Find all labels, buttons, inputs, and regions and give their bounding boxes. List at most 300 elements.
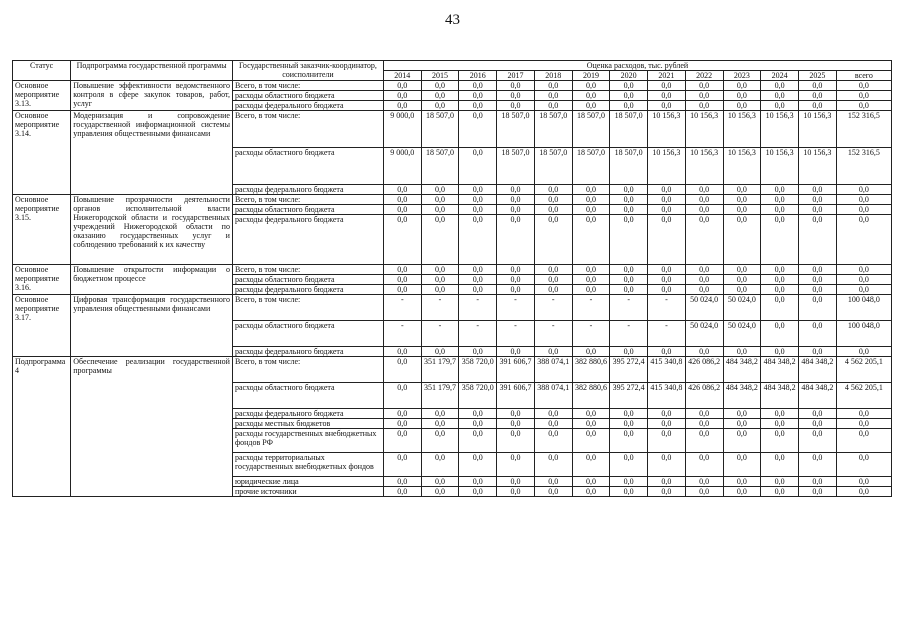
year-value-cell: 0,0 — [761, 477, 799, 487]
year-value-cell: 0,0 — [383, 357, 421, 383]
year-value-cell: 0,0 — [761, 81, 799, 91]
total-value-cell: 0,0 — [836, 275, 891, 285]
year-value-cell: 18 507,0 — [610, 111, 648, 148]
year-value-cell: 0,0 — [723, 195, 761, 205]
year-value-cell: 0,0 — [723, 419, 761, 429]
total-value-cell: 0,0 — [836, 265, 891, 275]
table-row — [13, 357, 892, 383]
year-value-cell: 0,0 — [421, 81, 459, 91]
total-value-cell: 0,0 — [836, 429, 891, 453]
year-value-cell: 0,0 — [761, 91, 799, 101]
year-value-cell: 0,0 — [648, 453, 686, 477]
year-value-cell: 0,0 — [534, 185, 572, 195]
year-value-cell: 10 156,3 — [685, 111, 723, 148]
year-value-cell: 0,0 — [534, 487, 572, 497]
funding-source-cell: расходы территориальных государственных внебюджетных фондов — [232, 453, 383, 477]
year-value-cell: 0,0 — [534, 419, 572, 429]
year-value-cell: 0,0 — [761, 275, 799, 285]
year-header: 2017 — [497, 71, 535, 81]
year-value-cell: 0,0 — [648, 205, 686, 215]
year-value-cell: 0,0 — [383, 81, 421, 91]
year-value-cell: 0,0 — [534, 429, 572, 453]
year-value-cell: 0,0 — [685, 487, 723, 497]
year-value-cell: 0,0 — [685, 195, 723, 205]
year-value-cell: 0,0 — [723, 409, 761, 419]
year-header: 2024 — [761, 71, 799, 81]
year-value-cell: 50 024,0 — [685, 295, 723, 321]
year-value-cell: 50 024,0 — [723, 295, 761, 321]
year-value-cell: 0,0 — [610, 195, 648, 205]
year-value-cell: 0,0 — [610, 285, 648, 295]
year-value-cell: 0,0 — [798, 101, 836, 111]
year-value-cell: - — [383, 295, 421, 321]
year-value-cell: 0,0 — [610, 185, 648, 195]
subprogram-cell: Повышение открытости информации о бюджетном процессе — [71, 265, 233, 295]
year-value-cell: 0,0 — [610, 347, 648, 357]
year-value-cell: 0,0 — [723, 215, 761, 265]
funding-source-cell: Всего, в том числе: — [232, 265, 383, 275]
total-value-cell: 0,0 — [836, 91, 891, 101]
year-value-cell: 0,0 — [685, 185, 723, 195]
year-value-cell: 0,0 — [648, 81, 686, 91]
year-value-cell: 18 507,0 — [497, 148, 535, 185]
total-value-cell: 0,0 — [836, 285, 891, 295]
year-value-cell: 388 074,1 — [534, 383, 572, 409]
year-value-cell: 0,0 — [798, 285, 836, 295]
year-value-cell: - — [610, 321, 648, 347]
year-value-cell: 0,0 — [685, 453, 723, 477]
total-value-cell: 0,0 — [836, 419, 891, 429]
year-value-cell: 0,0 — [421, 275, 459, 285]
year-value-cell: 0,0 — [761, 487, 799, 497]
year-value-cell: 0,0 — [383, 453, 421, 477]
year-value-cell: 0,0 — [572, 91, 610, 101]
year-value-cell: 351 179,7 — [421, 383, 459, 409]
year-value-cell: 0,0 — [383, 215, 421, 265]
status-cell: Подпрограмма 4 — [13, 357, 71, 497]
year-value-cell: 0,0 — [383, 419, 421, 429]
year-value-cell: 0,0 — [497, 195, 535, 205]
year-value-cell: 0,0 — [572, 285, 610, 295]
year-value-cell: 0,0 — [421, 91, 459, 101]
year-value-cell: 50 024,0 — [723, 321, 761, 347]
year-value-cell: 0,0 — [497, 185, 535, 195]
year-value-cell: 0,0 — [421, 429, 459, 453]
year-value-cell: 484 348,2 — [723, 357, 761, 383]
year-value-cell: 10 156,3 — [685, 148, 723, 185]
year-value-cell: 0,0 — [572, 347, 610, 357]
year-value-cell: 0,0 — [648, 477, 686, 487]
year-value-cell: 0,0 — [798, 81, 836, 91]
year-value-cell: 0,0 — [648, 419, 686, 429]
year-value-cell: 0,0 — [798, 429, 836, 453]
year-value-cell: 10 156,3 — [761, 111, 799, 148]
year-value-cell: 0,0 — [421, 487, 459, 497]
year-value-cell: - — [459, 295, 497, 321]
year-header: 2021 — [648, 71, 686, 81]
year-value-cell: 358 720,0 — [459, 357, 497, 383]
total-value-cell: 0,0 — [836, 195, 891, 205]
year-value-cell: 0,0 — [421, 419, 459, 429]
year-value-cell: 50 024,0 — [685, 321, 723, 347]
total-value-cell: 152 316,5 — [836, 148, 891, 185]
status-cell: Основное мероприятие 3.16. — [13, 265, 71, 295]
total-value-cell: 0,0 — [836, 487, 891, 497]
total-value-cell: 0,0 — [836, 453, 891, 477]
year-value-cell: 0,0 — [421, 265, 459, 275]
year-value-cell: 0,0 — [572, 215, 610, 265]
year-value-cell: - — [572, 321, 610, 347]
year-value-cell: 0,0 — [421, 205, 459, 215]
year-value-cell: 0,0 — [798, 409, 836, 419]
funding-source-cell: расходы областного бюджета — [232, 148, 383, 185]
table-row — [13, 81, 892, 91]
total-header: всего — [836, 71, 891, 81]
funding-source-cell: прочие источники — [232, 487, 383, 497]
year-value-cell: 0,0 — [798, 295, 836, 321]
table-header — [13, 61, 892, 81]
year-value-cell: 0,0 — [610, 101, 648, 111]
year-value-cell: 0,0 — [459, 81, 497, 91]
year-value-cell: 358 720,0 — [459, 383, 497, 409]
year-value-cell: 9 000,0 — [383, 148, 421, 185]
year-value-cell: 0,0 — [383, 477, 421, 487]
year-value-cell: 0,0 — [459, 419, 497, 429]
year-value-cell: 0,0 — [572, 101, 610, 111]
year-value-cell: - — [572, 295, 610, 321]
table-row — [13, 295, 892, 321]
year-value-cell: 10 156,3 — [723, 148, 761, 185]
year-value-cell: 0,0 — [459, 429, 497, 453]
year-value-cell: 382 880,6 — [572, 383, 610, 409]
year-value-cell: 0,0 — [685, 419, 723, 429]
year-value-cell: 0,0 — [497, 81, 535, 91]
year-value-cell: 0,0 — [572, 195, 610, 205]
year-value-cell: 0,0 — [421, 477, 459, 487]
year-value-cell: 18 507,0 — [497, 111, 535, 148]
page-number: 43 — [445, 12, 460, 28]
year-value-cell: 0,0 — [572, 419, 610, 429]
year-value-cell: 0,0 — [761, 265, 799, 275]
funding-source-cell: юридические лица — [232, 477, 383, 487]
year-value-cell: 18 507,0 — [610, 148, 648, 185]
year-value-cell: 0,0 — [761, 205, 799, 215]
year-value-cell: 0,0 — [685, 215, 723, 265]
year-value-cell: 0,0 — [610, 453, 648, 477]
year-value-cell: 0,0 — [610, 409, 648, 419]
year-value-cell: 0,0 — [497, 215, 535, 265]
year-value-cell: 415 340,8 — [648, 357, 686, 383]
year-value-cell: 0,0 — [761, 295, 799, 321]
year-value-cell: 0,0 — [421, 215, 459, 265]
year-value-cell: 10 156,3 — [798, 148, 836, 185]
year-value-cell: 0,0 — [798, 477, 836, 487]
year-value-cell: 0,0 — [383, 487, 421, 497]
year-value-cell: 0,0 — [798, 205, 836, 215]
year-value-cell: 0,0 — [459, 148, 497, 185]
year-value-cell: 395 272,4 — [610, 383, 648, 409]
year-value-cell: 0,0 — [459, 111, 497, 148]
year-value-cell: 0,0 — [685, 81, 723, 91]
year-value-cell: 0,0 — [572, 205, 610, 215]
funding-source-cell: расходы областного бюджета — [232, 205, 383, 215]
year-value-cell: 0,0 — [383, 265, 421, 275]
funding-source-cell: Всего, в том числе: — [232, 295, 383, 321]
year-value-cell: 0,0 — [761, 285, 799, 295]
year-value-cell: 0,0 — [459, 215, 497, 265]
year-value-cell: 0,0 — [798, 195, 836, 205]
year-value-cell: 18 507,0 — [534, 148, 572, 185]
year-value-cell: 0,0 — [610, 477, 648, 487]
year-value-cell: 0,0 — [761, 101, 799, 111]
year-value-cell: 0,0 — [723, 265, 761, 275]
year-header: 2025 — [798, 71, 836, 81]
year-value-cell: - — [383, 321, 421, 347]
total-value-cell: 0,0 — [836, 185, 891, 195]
header-subprogram: Подпрограмма государственной программы — [71, 61, 233, 81]
year-value-cell: 0,0 — [761, 215, 799, 265]
year-value-cell: 0,0 — [761, 453, 799, 477]
year-value-cell: 0,0 — [497, 409, 535, 419]
year-value-cell: 10 156,3 — [648, 111, 686, 148]
status-cell: Основное мероприятие 3.14. — [13, 111, 71, 195]
year-value-cell: 9 000,0 — [383, 111, 421, 148]
year-value-cell: 0,0 — [685, 91, 723, 101]
table-body — [13, 81, 892, 497]
year-value-cell: 0,0 — [497, 101, 535, 111]
year-value-cell: 395 272,4 — [610, 357, 648, 383]
table-row — [13, 265, 892, 275]
year-value-cell: - — [648, 321, 686, 347]
year-value-cell: 18 507,0 — [572, 148, 610, 185]
total-value-cell: 0,0 — [836, 81, 891, 91]
year-value-cell: 0,0 — [383, 101, 421, 111]
year-value-cell: 18 507,0 — [534, 111, 572, 148]
year-value-cell: - — [534, 321, 572, 347]
year-value-cell: 426 086,2 — [685, 357, 723, 383]
funding-source-cell: расходы федерального бюджета — [232, 185, 383, 195]
year-value-cell: 0,0 — [459, 275, 497, 285]
year-value-cell: 0,0 — [761, 185, 799, 195]
year-value-cell: 0,0 — [685, 205, 723, 215]
year-value-cell: 0,0 — [534, 101, 572, 111]
year-value-cell: 0,0 — [497, 419, 535, 429]
year-value-cell: 0,0 — [459, 409, 497, 419]
year-header: 2020 — [610, 71, 648, 81]
funding-source-cell: расходы местных бюджетов — [232, 419, 383, 429]
year-value-cell: 0,0 — [459, 101, 497, 111]
year-value-cell: 0,0 — [497, 285, 535, 295]
year-value-cell: 0,0 — [572, 429, 610, 453]
year-value-cell: 0,0 — [572, 81, 610, 91]
year-value-cell: 0,0 — [798, 419, 836, 429]
year-value-cell: 0,0 — [497, 347, 535, 357]
funding-source-cell: расходы государственных внебюджетных фондов РФ — [232, 429, 383, 453]
year-value-cell: 0,0 — [685, 275, 723, 285]
year-value-cell: 0,0 — [610, 419, 648, 429]
funding-source-cell: расходы областного бюджета — [232, 91, 383, 101]
funding-source-cell: расходы федерального бюджета — [232, 215, 383, 265]
year-value-cell: 0,0 — [723, 429, 761, 453]
year-value-cell: 0,0 — [383, 91, 421, 101]
year-value-cell: 0,0 — [798, 453, 836, 477]
year-value-cell: 0,0 — [723, 205, 761, 215]
year-value-cell: 0,0 — [572, 477, 610, 487]
funding-source-cell: расходы областного бюджета — [232, 383, 383, 409]
year-value-cell: 0,0 — [723, 185, 761, 195]
year-value-cell: 484 348,2 — [798, 357, 836, 383]
header-estimate: Оценка расходов, тыс. рублей — [383, 61, 891, 71]
year-value-cell: 391 606,7 — [497, 357, 535, 383]
year-value-cell: 0,0 — [572, 275, 610, 285]
year-value-cell: 0,0 — [685, 285, 723, 295]
year-value-cell: 0,0 — [761, 347, 799, 357]
total-value-cell: 0,0 — [836, 215, 891, 265]
year-value-cell: 0,0 — [610, 81, 648, 91]
year-value-cell: 0,0 — [534, 265, 572, 275]
year-value-cell: 0,0 — [761, 321, 799, 347]
year-value-cell: 0,0 — [421, 285, 459, 295]
year-value-cell: - — [497, 295, 535, 321]
year-value-cell: 0,0 — [534, 409, 572, 419]
year-value-cell: 0,0 — [761, 409, 799, 419]
year-value-cell: 0,0 — [572, 265, 610, 275]
year-value-cell: 0,0 — [648, 347, 686, 357]
year-value-cell: 0,0 — [383, 429, 421, 453]
year-value-cell: 0,0 — [459, 185, 497, 195]
year-value-cell: 0,0 — [459, 205, 497, 215]
year-value-cell: 0,0 — [610, 275, 648, 285]
year-value-cell: 0,0 — [383, 383, 421, 409]
year-value-cell: 0,0 — [761, 419, 799, 429]
year-value-cell: 0,0 — [723, 453, 761, 477]
total-value-cell: 4 562 205,1 — [836, 383, 891, 409]
year-header: 2019 — [572, 71, 610, 81]
year-value-cell: 0,0 — [723, 91, 761, 101]
year-value-cell: 0,0 — [610, 215, 648, 265]
year-value-cell: 0,0 — [497, 487, 535, 497]
year-value-cell: 0,0 — [610, 487, 648, 497]
year-value-cell: - — [421, 321, 459, 347]
total-value-cell: 0,0 — [836, 409, 891, 419]
table-row — [13, 111, 892, 148]
year-value-cell: 426 086,2 — [685, 383, 723, 409]
year-header: 2016 — [459, 71, 497, 81]
year-value-cell: 0,0 — [497, 453, 535, 477]
year-value-cell: 0,0 — [761, 195, 799, 205]
header-row-main — [13, 61, 892, 71]
year-value-cell: 0,0 — [421, 453, 459, 477]
funding-source-cell: расходы областного бюджета — [232, 275, 383, 285]
subprogram-cell: Цифровая трансформация государственного управления общественными финансами — [71, 295, 233, 357]
year-value-cell: 0,0 — [497, 477, 535, 487]
year-value-cell: 0,0 — [534, 195, 572, 205]
year-value-cell: 0,0 — [685, 409, 723, 419]
funding-source-cell: расходы федерального бюджета — [232, 347, 383, 357]
total-value-cell: 0,0 — [836, 205, 891, 215]
year-value-cell: 0,0 — [383, 205, 421, 215]
year-value-cell: 0,0 — [761, 429, 799, 453]
year-value-cell: 0,0 — [723, 285, 761, 295]
year-value-cell: 0,0 — [610, 205, 648, 215]
year-value-cell: 484 348,2 — [761, 383, 799, 409]
year-value-cell: 0,0 — [383, 195, 421, 205]
status-cell: Основное мероприятие 3.15. — [13, 195, 71, 265]
year-value-cell: 0,0 — [648, 275, 686, 285]
header-customer: Государственный заказчик-координатор, соисполнители — [232, 61, 383, 81]
total-value-cell: 100 048,0 — [836, 295, 891, 321]
year-value-cell: 10 156,3 — [648, 148, 686, 185]
year-value-cell: 0,0 — [610, 91, 648, 101]
year-value-cell: 0,0 — [648, 185, 686, 195]
year-value-cell: 351 179,7 — [421, 357, 459, 383]
expenses-table — [12, 60, 892, 497]
year-value-cell: 0,0 — [798, 275, 836, 285]
year-value-cell: - — [648, 295, 686, 321]
funding-source-cell: Всего, в том числе: — [232, 195, 383, 205]
year-value-cell: 18 507,0 — [572, 111, 610, 148]
year-value-cell: 0,0 — [383, 347, 421, 357]
year-value-cell: 0,0 — [723, 487, 761, 497]
table-row — [13, 195, 892, 205]
total-value-cell: 0,0 — [836, 101, 891, 111]
year-value-cell: 0,0 — [648, 285, 686, 295]
funding-source-cell: расходы федерального бюджета — [232, 101, 383, 111]
year-value-cell: 10 156,3 — [798, 111, 836, 148]
year-value-cell: 0,0 — [421, 185, 459, 195]
year-value-cell: 0,0 — [610, 429, 648, 453]
subprogram-cell: Повышение эффективности ведомственного контроля в сфере закупок товаров, работ, услуг — [71, 81, 233, 111]
year-value-cell: 0,0 — [534, 205, 572, 215]
year-value-cell: 0,0 — [497, 91, 535, 101]
year-value-cell: 0,0 — [648, 409, 686, 419]
total-value-cell: 152 316,5 — [836, 111, 891, 148]
year-value-cell: 0,0 — [534, 347, 572, 357]
year-header: 2018 — [534, 71, 572, 81]
year-value-cell: 388 074,1 — [534, 357, 572, 383]
year-value-cell: 0,0 — [383, 409, 421, 419]
year-value-cell: 10 156,3 — [761, 148, 799, 185]
funding-source-cell: Всего, в том числе: — [232, 81, 383, 91]
year-value-cell: 0,0 — [685, 477, 723, 487]
subprogram-cell: Обеспечение реализации государственной программы — [71, 357, 233, 497]
year-value-cell: - — [610, 295, 648, 321]
year-value-cell: 0,0 — [685, 429, 723, 453]
year-value-cell: 0,0 — [572, 487, 610, 497]
year-value-cell: 0,0 — [648, 429, 686, 453]
year-value-cell: 0,0 — [459, 91, 497, 101]
year-value-cell: 18 507,0 — [421, 148, 459, 185]
subprogram-cell: Повышение прозрачности деятельности органов исполнительной власти Нижегородской области и государственных учреждений Нижегородской области по оказанию государственных услуг и соблюдению требований к их качеству — [71, 195, 233, 265]
year-value-cell: 0,0 — [459, 285, 497, 295]
year-value-cell: 0,0 — [459, 453, 497, 477]
year-header: 2015 — [421, 71, 459, 81]
year-value-cell: 382 880,6 — [572, 357, 610, 383]
status-cell: Основное мероприятие 3.17. — [13, 295, 71, 357]
header-status: Статус — [13, 61, 71, 81]
total-value-cell: 4 562 205,1 — [836, 357, 891, 383]
year-value-cell: 0,0 — [459, 265, 497, 275]
year-value-cell: 0,0 — [685, 101, 723, 111]
year-value-cell: 415 340,8 — [648, 383, 686, 409]
year-value-cell: 0,0 — [723, 81, 761, 91]
year-value-cell: - — [459, 321, 497, 347]
year-value-cell: 0,0 — [648, 101, 686, 111]
year-value-cell: 0,0 — [497, 275, 535, 285]
year-value-cell: 0,0 — [648, 215, 686, 265]
year-value-cell: 0,0 — [648, 487, 686, 497]
year-value-cell: 0,0 — [723, 101, 761, 111]
